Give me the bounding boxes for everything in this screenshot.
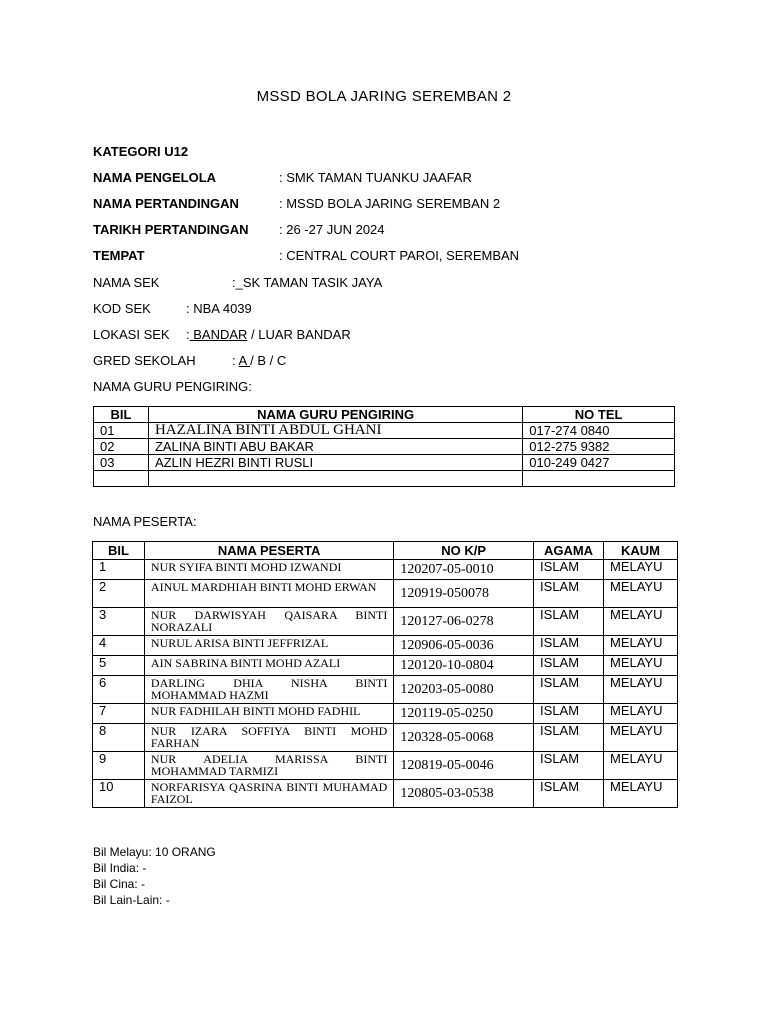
guru-tel: 017-274 0840 bbox=[523, 423, 675, 439]
table-row bbox=[93, 752, 678, 780]
gred-sep: : bbox=[232, 353, 239, 368]
guru-bil: 03 bbox=[94, 455, 149, 471]
peserta-nama: NORFARISYA QASRINA BINTI MUHAMAD FAIZOL bbox=[144, 780, 393, 808]
guru-tel: 010-249 0427 bbox=[523, 455, 675, 471]
pengelola-label: NAMA PENGELOLA bbox=[93, 170, 217, 185]
empty-cell bbox=[523, 471, 675, 487]
peserta-bil: 6 bbox=[93, 676, 145, 704]
table-row bbox=[93, 704, 678, 724]
peserta-nama: NURUL ARISA BINTI JEFFRIZAL bbox=[144, 636, 393, 656]
tarikh-value: : 26 -27 JUN 2024 bbox=[279, 222, 385, 237]
header-no-tel: NO TEL bbox=[523, 407, 675, 423]
tempat-value: : CENTRAL COURT PAROI, SEREMBAN bbox=[279, 248, 520, 263]
table-row bbox=[93, 780, 678, 808]
peserta-bil: 2 bbox=[93, 580, 145, 608]
tempat-label: TEMPAT bbox=[93, 248, 145, 263]
peserta-no-kp: 120207-05-0010 bbox=[394, 560, 534, 580]
peserta-no-kp: 120203-05-0080 bbox=[394, 676, 534, 704]
table-row bbox=[93, 560, 678, 580]
lokasi-sek-value bbox=[186, 327, 351, 342]
peserta-body bbox=[93, 560, 678, 808]
header-agama: AGAMA bbox=[534, 542, 604, 560]
peserta-bil: 4 bbox=[93, 636, 145, 656]
lokasi-sek-label: LOKASI SEK bbox=[93, 327, 170, 342]
peserta-nama: NUR DARWISYAH QAISARA BINTI NORAZALI bbox=[144, 608, 393, 636]
header-nama-guru: NAMA GURU PENGIRING bbox=[148, 407, 522, 423]
peserta-nama: AINUL MARDHIAH BINTI MOHD ERWAN bbox=[144, 580, 393, 608]
lokasi-bandar: BANDAR bbox=[189, 327, 248, 342]
peserta-agama: ISLAM bbox=[534, 724, 604, 752]
kategori-heading: KATEGORI U12 bbox=[93, 144, 189, 159]
pertandingan-value: : MSSD BOLA JARING SEREMBAN 2 bbox=[279, 196, 501, 211]
peserta-agama: ISLAM bbox=[534, 676, 604, 704]
peserta-kaum: MELAYU bbox=[604, 608, 678, 636]
guru-nama: ZALINA BINTI ABU BAKAR bbox=[148, 439, 522, 455]
peserta-heading: NAMA PESERTA: bbox=[93, 514, 197, 529]
peserta-agama: ISLAM bbox=[534, 780, 604, 808]
table-row bbox=[94, 423, 675, 439]
guru-nama: HAZALINA BINTI ABDUL GHANI bbox=[148, 423, 522, 439]
kod-sek-value: : NBA 4039 bbox=[186, 301, 252, 316]
header-bil: BIL bbox=[94, 407, 149, 423]
pertandingan-label: NAMA PERTANDINGAN bbox=[93, 196, 239, 211]
peserta-kaum: MELAYU bbox=[604, 560, 678, 580]
gred-a: A bbox=[238, 353, 251, 368]
lokasi-sep: : bbox=[186, 327, 190, 342]
peserta-agama: ISLAM bbox=[534, 580, 604, 608]
peserta-bil: 5 bbox=[93, 656, 145, 676]
peserta-kaum: MELAYU bbox=[604, 780, 678, 808]
table-row bbox=[93, 636, 678, 656]
gred-sekolah-value bbox=[232, 353, 286, 368]
peserta-no-kp: 120919-050078 bbox=[394, 580, 534, 608]
empty-cell bbox=[148, 471, 522, 487]
table-row bbox=[93, 724, 678, 752]
peserta-agama: ISLAM bbox=[534, 560, 604, 580]
table-header-row bbox=[94, 407, 675, 423]
peserta-table bbox=[92, 541, 678, 808]
peserta-kaum: MELAYU bbox=[604, 704, 678, 724]
nama-sek-value: :_SK TAMAN TASIK JAYA bbox=[232, 275, 383, 290]
table-row bbox=[93, 656, 678, 676]
document-title: MSSD BOLA JARING SEREMBAN 2 bbox=[256, 88, 512, 105]
peserta-nama: NUR ADELIA MARISSA BINTI MOHAMMAD TARMIZI bbox=[144, 752, 393, 780]
peserta-kaum: MELAYU bbox=[604, 724, 678, 752]
guru-tel: 012-275 9382 bbox=[523, 439, 675, 455]
footer-bil-melayu: Bil Melayu: 10 ORANG bbox=[93, 845, 216, 859]
peserta-no-kp: 120120-10-0804 bbox=[394, 656, 534, 676]
peserta-bil: 10 bbox=[93, 780, 145, 808]
empty-cell bbox=[94, 471, 149, 487]
nama-sek-label: NAMA SEK bbox=[93, 275, 160, 290]
guru-bil: 02 bbox=[94, 439, 149, 455]
table-row bbox=[93, 608, 678, 636]
peserta-no-kp: 120805-03-0538 bbox=[394, 780, 534, 808]
footer-bil-india: Bil India: - bbox=[93, 861, 147, 875]
peserta-agama: ISLAM bbox=[534, 656, 604, 676]
peserta-kaum: MELAYU bbox=[604, 656, 678, 676]
peserta-nama: NUR IZARA SOFFIYA BINTI MOHD FARHAN bbox=[144, 724, 393, 752]
header-bil: BIL bbox=[93, 542, 145, 560]
footer-bil-cina: Bil Cina: - bbox=[93, 877, 146, 891]
lokasi-rest: / LUAR BANDAR bbox=[247, 327, 351, 342]
table-row bbox=[93, 580, 678, 608]
guru-nama: AZLIN HEZRI BINTI RUSLI bbox=[148, 455, 522, 471]
peserta-nama: DARLING DHIA NISHA BINTI MOHAMMAD HAZMI bbox=[144, 676, 393, 704]
peserta-kaum: MELAYU bbox=[604, 676, 678, 704]
peserta-nama: NUR SYIFA BINTI MOHD IZWANDI bbox=[144, 560, 393, 580]
peserta-nama: NUR FADHILAH BINTI MOHD FADHIL bbox=[144, 704, 393, 724]
peserta-bil: 1 bbox=[93, 560, 145, 580]
gred-sekolah-label: GRED SEKOLAH bbox=[93, 353, 196, 368]
header-no-kp: NO K/P bbox=[394, 542, 534, 560]
guru-pengiring-table bbox=[93, 406, 675, 487]
peserta-bil: 3 bbox=[93, 608, 145, 636]
peserta-no-kp: 120127-06-0278 bbox=[394, 608, 534, 636]
peserta-kaum: MELAYU bbox=[604, 580, 678, 608]
table-row bbox=[94, 439, 675, 455]
peserta-no-kp: 120119-05-0250 bbox=[394, 704, 534, 724]
table-header-row bbox=[93, 542, 678, 560]
pengelola-value: : SMK TAMAN TUANKU JAAFAR bbox=[279, 170, 472, 185]
peserta-no-kp: 120819-05-0046 bbox=[394, 752, 534, 780]
table-row bbox=[94, 455, 675, 471]
tarikh-label: TARIKH PERTANDINGAN bbox=[93, 222, 249, 237]
peserta-agama: ISLAM bbox=[534, 704, 604, 724]
kod-sek-label: KOD SEK bbox=[93, 301, 151, 316]
footer-bil-lain-lain: Bil Lain-Lain: - bbox=[93, 893, 170, 907]
peserta-no-kp: 120328-05-0068 bbox=[394, 724, 534, 752]
guru-bil: 01 bbox=[94, 423, 149, 439]
gred-rest: / B / C bbox=[250, 353, 287, 368]
peserta-bil: 8 bbox=[93, 724, 145, 752]
guru-heading: NAMA GURU PENGIRING: bbox=[93, 379, 252, 394]
peserta-agama: ISLAM bbox=[534, 608, 604, 636]
peserta-bil: 9 bbox=[93, 752, 145, 780]
table-row bbox=[93, 676, 678, 704]
table-row-empty bbox=[94, 471, 675, 487]
header-kaum: KAUM bbox=[604, 542, 678, 560]
header-nama-peserta: NAMA PESERTA bbox=[144, 542, 393, 560]
peserta-bil: 7 bbox=[93, 704, 145, 724]
peserta-kaum: MELAYU bbox=[604, 636, 678, 656]
peserta-agama: ISLAM bbox=[534, 636, 604, 656]
peserta-nama: AIN SABRINA BINTI MOHD AZALI bbox=[144, 656, 393, 676]
peserta-no-kp: 120906-05-0036 bbox=[394, 636, 534, 656]
peserta-agama: ISLAM bbox=[534, 752, 604, 780]
peserta-kaum: MELAYU bbox=[604, 752, 678, 780]
